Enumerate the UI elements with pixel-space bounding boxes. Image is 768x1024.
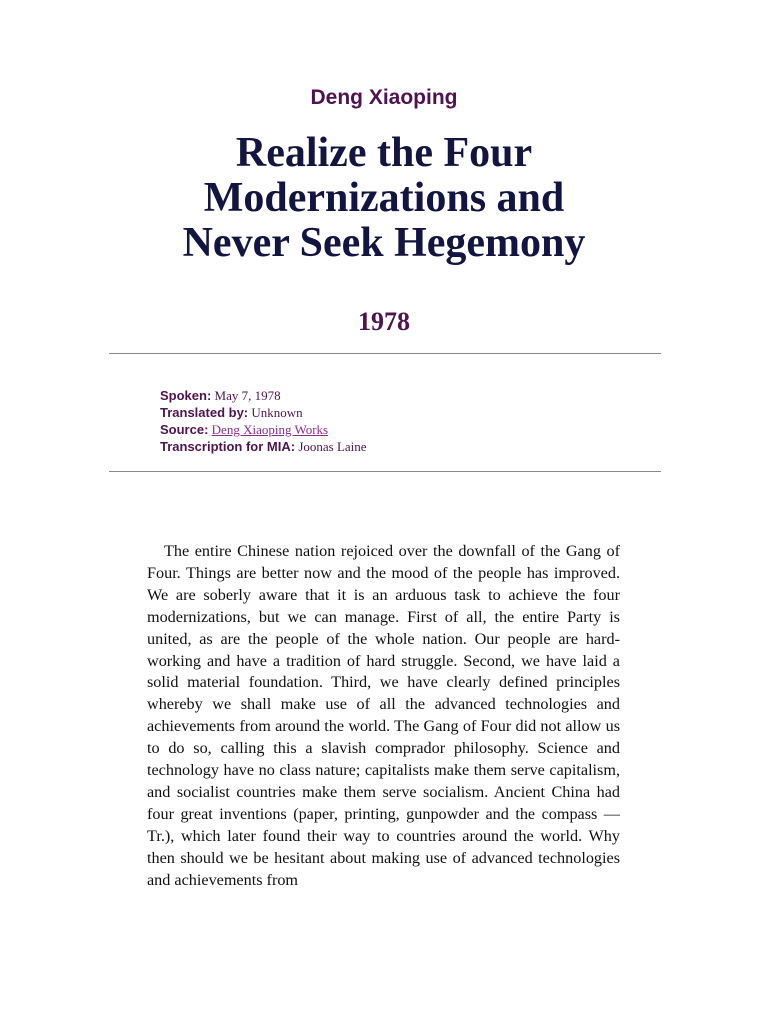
title-line-3: Never Seek Hegemony (182, 220, 586, 266)
meta-transcription (160, 438, 660, 455)
body-paragraph: The entire Chinese nation rejoiced over the downfall of the Gang of Four. Things are better now and the mood of the people has improved. We are soberly aware that it is an arduous task to achieve the four modernizations, but we can manage. First of all, the entire Party is united, as are the people of the whole nation. Our people are hard-working and have a tradition of hard struggle. Second, we have laid a solid material foundation. Third, we have clearly defined principles whereby we shall make use of all the advanced technologies and achievements from around the world. The Gang of Four did not allow us to do so, calling this a slavish comprador philosophy. Science and technology have no class nature; capitalists make them serve capitalism, and socialist countries make them serve socialism. Ancient China had four great inventions (paper, printing, gunpowder and the compass — Tr.), which later found their way to countries around the world. Why then should we be hesitant about making use of advanced technologies and achievements from (147, 542, 620, 889)
meta-transcription-label: Transcription for MIA: (160, 439, 296, 454)
meta-translated-label: Translated by: (160, 405, 249, 420)
meta-translated (160, 404, 660, 421)
meta-source (160, 421, 660, 438)
top-divider (109, 353, 661, 354)
meta-spoken-value: May 7, 1978 (214, 388, 281, 403)
title-line-2: Modernizations and (203, 175, 565, 221)
metadata-block (160, 387, 660, 455)
bottom-divider (109, 471, 661, 472)
source-link[interactable]: Deng Xiaoping Works (211, 422, 329, 437)
document-year: 1978 (358, 307, 410, 336)
author-name: Deng Xiaoping (310, 86, 458, 109)
meta-transcription-value: Joonas Laine (298, 439, 367, 454)
meta-spoken (160, 387, 660, 404)
meta-source-label: Source: (160, 422, 209, 437)
title-line-1: Realize the Four (235, 130, 533, 176)
document-title (100, 131, 668, 266)
meta-spoken-label: Spoken: (160, 388, 212, 403)
meta-translated-value: Unknown (251, 405, 303, 420)
